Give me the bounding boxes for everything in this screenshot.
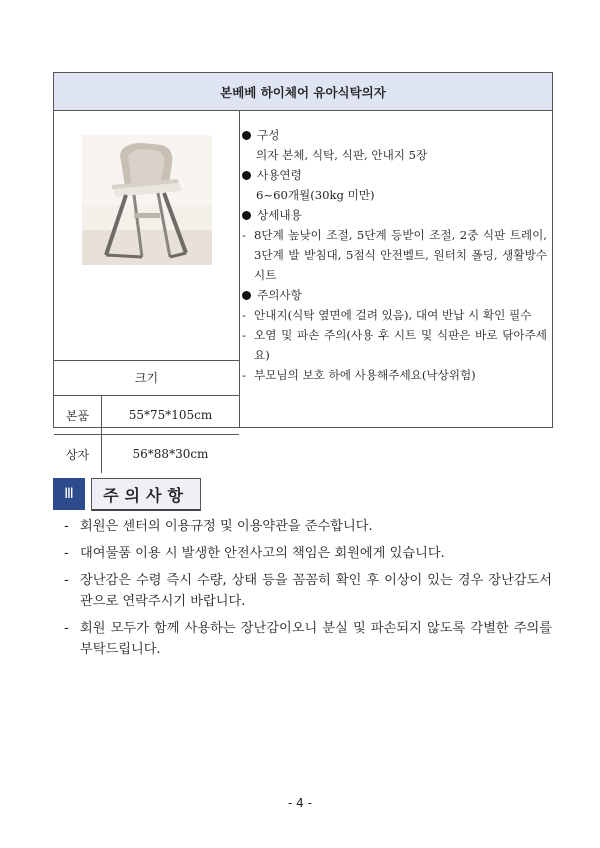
section-number: Ⅲ [53,478,85,510]
dash-icon: - [64,621,69,636]
detail-item [242,225,547,285]
size-header: 크기 [54,360,239,396]
dash-icon: - [64,546,69,561]
dash-icon: - [64,573,69,588]
note-text: 장난감은 수령 즉시 수량, 상태 등을 꼼꼼히 확인 후 이상이 있는 경우 장난감도서관으로 연락주시기 바랍니다. [80,573,552,609]
caution-item [242,325,547,365]
composition-text: 의자 본체, 식탁, 식판, 안내지 5장 [256,148,428,162]
note-item [64,618,552,660]
section-title: 주의사항 [91,478,201,511]
size-value: 56*88*30cm [132,447,209,461]
caution-item-text: 부모님의 보호 하에 사용해주세요(낙상위험) [254,368,476,382]
caution-title: 주의사항 [257,288,302,302]
composition-title: 구성 [257,128,280,142]
caution-item [242,305,547,325]
bullet-icon [242,171,251,180]
dash-icon: - [242,328,246,342]
note-item [64,516,552,537]
note-text: 회원 모두가 함께 사용하는 장난감이오니 분실 및 파손되지 않도록 각별한 주의를 부탁드립니다. [80,621,552,657]
dash-icon: - [242,308,246,322]
age-text: 6~60개월(30kg 미만) [256,188,375,202]
notes-list [64,516,552,666]
detail-heading [242,205,547,225]
note-text: 대여물품 이용 시 발생한 안전사고의 책임은 회원에게 있습니다. [80,546,445,561]
caution-item-text: 안내지(식탁 옆면에 걸려 있음), 대여 반납 시 확인 필수 [254,308,532,322]
bullet-icon [242,211,251,220]
product-details [242,125,547,385]
dash-icon: - [242,228,246,242]
section-heading [53,478,201,510]
note-item [64,543,552,564]
caution-heading [242,285,547,305]
age-heading [242,165,547,185]
detail-item-text: 8단계 높낮이 조절, 5단계 등받이 조절, 2중 식판 트레이, 3단계 발 받침대, 5점식 안전벨트, 원터치 폴딩, 생활방수 시트 [254,228,547,282]
bullet-icon [242,131,251,140]
age-title: 사용연령 [257,168,302,182]
detail-title: 상세내용 [257,208,302,222]
left-column [54,110,240,462]
note-item [64,570,552,612]
high-chair-photo [82,135,212,265]
product-title: 본베베 하이체어 유아식탁의자 [54,73,552,111]
size-row-product [54,396,239,435]
size-row-box [54,435,239,473]
caution-item-text: 오염 및 파손 주의(사용 후 시트 및 식판은 바로 닦아주세요) [254,328,547,362]
dash-icon: - [242,368,246,382]
note-text: 회원은 센터의 이용규정 및 이용약관을 준수합니다. [80,519,373,534]
composition-heading [242,125,547,145]
dash-icon: - [64,519,69,534]
caution-item [242,365,547,385]
size-label: 상자 [54,435,102,473]
product-table [53,72,553,462]
photo-cell [54,110,239,361]
page-number: - 4 - [288,796,312,810]
size-label: 본품 [54,396,102,434]
bullet-icon [242,291,251,300]
size-value: 55*75*105cm [128,408,213,422]
